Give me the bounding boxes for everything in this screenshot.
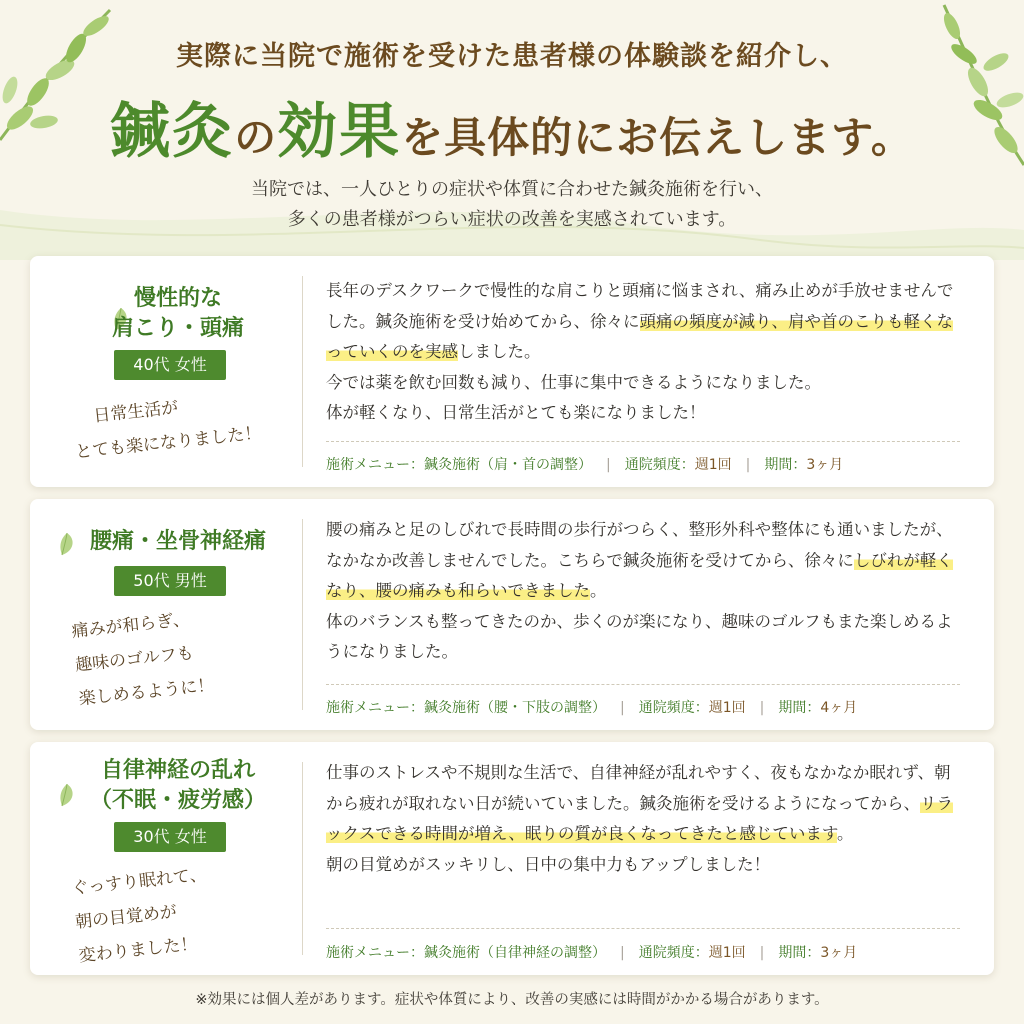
testimonial-card: [30, 499, 994, 730]
age-gender-badge: 30代 女性: [114, 822, 226, 852]
text-before: 仕事のストレスや不規則な生活で、自律神経が乱れやすく、夜もなかなか眠れず、朝から疲れが取れない日が続いていました。鍼灸施術を受けるようになってから、: [326, 763, 951, 813]
meta-divider: [326, 684, 960, 685]
title-emphasis-1: 鍼灸: [110, 97, 235, 167]
handwritten-comment: [70, 382, 263, 469]
text-before: 腰の痛みと足のしびれで長時間の歩行がつらく、整形外科や整体にも通いましたが、なかなか改善しませんでした。こちらで鍼灸施術を受けてから、徐々に: [326, 520, 953, 570]
highlight-text: リラックスできる時間が増え、眠りの質が良くなってきたと感じています: [326, 793, 953, 843]
handwritten-line-3: 楽しめるように！: [77, 675, 216, 710]
handwritten-line-1: 痛みが和らぎ、: [70, 609, 191, 642]
testimonial-line: 体が軽くなり、日常生活がとても楽になりました！: [326, 403, 706, 422]
testimonial-body: [326, 515, 966, 668]
testimonial-paragraph: [326, 515, 966, 607]
condition-title-line-2: （不眠・疲労感）: [89, 788, 266, 813]
frequency-label: 通院頻度：: [624, 457, 695, 473]
period-label: 期間：: [778, 700, 821, 716]
handwritten-line-1: 日常生活が: [92, 397, 180, 427]
testimonial-body: [326, 758, 966, 880]
frequency-value: 週1回: [694, 457, 732, 473]
highlight-text: しびれが軽くなり、腰の痛みも和らいできました: [326, 550, 953, 600]
text-before: 長年のデスクワークで慢性的な肩こりと頭痛に悩まされ、痛み止めが手放せませんでした。鍼灸施術を受け始めてから、徐々に: [326, 281, 954, 331]
condition-title: [64, 527, 292, 557]
treatment-menu: 施術メニュー：鍼灸施術（肩・首の調整）: [326, 457, 592, 473]
frequency-value: 週1回: [708, 700, 746, 716]
card-profile: [30, 742, 302, 975]
intro-line-2: 多くの患者様がつらい症状の改善を実感されています。: [287, 209, 737, 230]
header-subtitle: 実際に当院で施術を受けた患者様の体験談を紹介し、: [176, 41, 848, 72]
text-after: 。: [590, 581, 607, 600]
testimonial-card: [30, 742, 994, 975]
condition-title-line-1: 自律神経の乱れ: [100, 758, 255, 783]
handwritten-line-2: 朝の目覚めが: [74, 902, 178, 933]
period-label: 期間：: [778, 945, 821, 961]
condition-title: [64, 284, 292, 344]
period-value: 3ヶ月: [820, 945, 858, 961]
disclaimer-footnote: ※効果には個人差があります。症状や体質により、改善の実感には時間がかかる場合があります。: [195, 992, 829, 1008]
condition-title: [64, 756, 292, 816]
card-divider: [302, 762, 303, 955]
frequency-label: 通院頻度：: [638, 945, 709, 961]
handwritten-comment: [70, 858, 215, 974]
handwritten-comment: [70, 601, 216, 717]
card-profile: [30, 499, 302, 730]
handwritten-line-2: とても楽になりました！: [74, 423, 263, 463]
meta-divider: [326, 441, 960, 442]
meta-divider: [326, 928, 960, 929]
page-title: [0, 84, 1024, 170]
handwritten-line-2: 趣味のゴルフも: [74, 643, 195, 676]
intro-text: [0, 175, 1024, 235]
handwritten-line-3: 変わりました！: [77, 934, 199, 967]
text-after: 。: [837, 824, 854, 843]
frequency-label: 通院頻度：: [638, 700, 709, 716]
card-profile: [30, 256, 302, 487]
treatment-menu: 施術メニュー：鍼灸施術（腰・下肢の調整）: [326, 700, 606, 716]
condition-title-line-2: 肩こり・頭痛: [111, 316, 244, 341]
treatment-meta: 施術メニュー：鍼灸施術（肩・首の調整） | 通院頻度：週1回 | 期間：3ヶ月: [326, 457, 844, 473]
treatment-meta: 施術メニュー：鍼灸施術（自律神経の調整） | 通院頻度：週1回 | 期間：3ヶ月: [326, 945, 858, 961]
intro-line-1: 当院では、一人ひとりの症状や体質に合わせた鍼灸施術を行い、: [251, 179, 773, 200]
testimonial-line: 朝の目覚めがスッキリし、日中の集中力もアップしました！: [326, 854, 771, 874]
frequency-value: 週1回: [708, 945, 746, 961]
age-gender-badge: 40代 女性: [114, 350, 226, 380]
treatment-meta: 施術メニュー：鍼灸施術（腰・下肢の調整） | 通院頻度：週1回 | 期間：4ヶ月: [326, 700, 858, 716]
text-after: しました。: [458, 342, 541, 361]
period-value: 4ヶ月: [820, 700, 858, 716]
title-connector: の: [234, 113, 278, 162]
testimonial-line: 体のバランスも整ってきたのか、歩くのが楽になり、趣味のゴルフもまた楽しめるようになりました。: [326, 611, 953, 661]
testimonial-card: [30, 256, 994, 487]
card-divider: [302, 519, 303, 710]
condition-title-line-1: 腰痛・坐骨神経痛: [89, 529, 266, 554]
card-divider: [302, 276, 303, 467]
highlight-text: 頭痛の頻度が減り、肩や首のこりも軽くなっていくのを実感: [326, 311, 953, 361]
testimonial-line: 今では薬を飲む回数も減り、仕事に集中できるようになりました。: [326, 372, 821, 392]
handwritten-line-1: ぐっすり眠れて、: [70, 864, 208, 899]
treatment-menu: 施術メニュー：鍼灸施術（自律神経の調整）: [326, 945, 606, 961]
period-label: 期間：: [764, 457, 807, 473]
testimonial-paragraph: [326, 758, 966, 850]
testimonial-paragraph: [326, 276, 966, 368]
condition-title-line-1: 慢性的な: [133, 286, 222, 311]
title-rest: を具体的にお伝えします。: [401, 113, 914, 162]
age-gender-badge: 50代 男性: [114, 566, 226, 596]
period-value: 3ヶ月: [806, 457, 844, 473]
title-emphasis-2: 効果: [277, 97, 402, 167]
testimonial-body: [326, 276, 966, 429]
